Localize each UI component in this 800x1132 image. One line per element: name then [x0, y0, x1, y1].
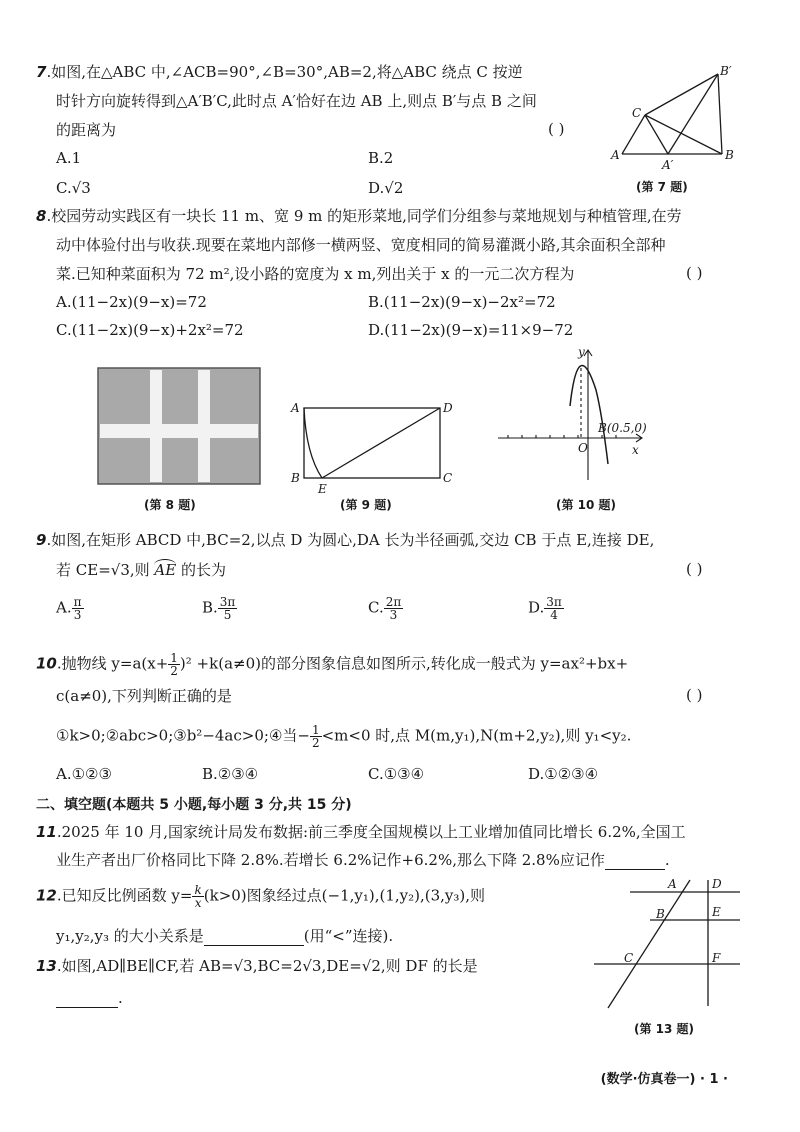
q13-line1: 13.如图,AD∥BE∥CF,若 AB=√3,BC=2√3,DE=√2,则 DF 的长是 — [36, 957, 478, 975]
q10-label-x: x — [632, 443, 639, 457]
q11-number: 11 — [36, 823, 57, 841]
q7-label-B: B — [725, 148, 734, 162]
q10-option-d: D.①②③④ — [528, 765, 599, 783]
q10-label-O: O — [578, 441, 588, 455]
q7-label-A: A — [611, 148, 620, 162]
q10-answer-paren: ( ) — [686, 686, 703, 704]
q9-rectangle — [304, 408, 440, 478]
q9-label-A: A — [291, 401, 300, 415]
q9-arc-symbol: AE — [154, 561, 177, 579]
q8-number: 8 — [36, 207, 47, 225]
q10-label-y: y — [578, 345, 585, 359]
q8-line1: 8.校园劳动实践区有一块长 11 m、宽 9 m 的矩形菜地,同学们分组参与菜地规划与种植管理,在劳 — [36, 207, 682, 225]
q7-label-C: C — [632, 106, 642, 120]
q7-line1: 7.如图,在△ABC 中,∠ACB=90°,∠B=30°,AB=2,将△ABC 绕点 C 按逆 — [36, 63, 523, 81]
q11-line2: 业生产者出厂价格同比下降 2.8%.若增长 6.2%记作+6.2%,那么下降 2.8%应记作 . — [56, 851, 670, 869]
q13-label-A: A — [668, 877, 677, 891]
q7-option-b: B.2 — [368, 149, 394, 167]
q9-option-c: C. $\frac{2\pi}{3}$ — [368, 595, 402, 622]
q9-number: 9 — [36, 531, 47, 549]
q8-option-d: D.(11−2x)(9−x)=11×9−72 — [368, 321, 574, 339]
q9-option-a: A. $\frac{\pi}{3}$ — [56, 595, 82, 622]
q10-line2: c(a≠0),下列判断正确的是 — [56, 687, 232, 705]
q8-path-vertical-left — [150, 370, 162, 482]
q7-label-Bp: B′ — [720, 64, 732, 78]
q8-option-c: C.(11−2x)(9−x)+2x²=72 — [56, 321, 244, 339]
q8-path-vertical-right — [198, 370, 210, 482]
q11-answer-blank[interactable] — [605, 853, 665, 870]
q9-arc-AE — [304, 408, 322, 478]
q11-line1: 11.2025 年 10 月,国家统计局发布数据:前三季度全国规模以上工业增加值同比增长 6.2%,全国工 — [36, 823, 686, 841]
q7-figure — [608, 60, 748, 172]
q9-label-E: E — [318, 482, 327, 496]
q12-number: 12 — [36, 886, 57, 905]
q9-figure — [286, 392, 458, 496]
q10-figure — [494, 342, 654, 490]
q7-option-c: C.√3 — [56, 179, 91, 197]
q9-line1: 9.如图,在矩形 ABCD 中,BC=2,以点 D 为圆心,DA 长为半径画弧,交边 CB 于点 E,连接 DE, — [36, 531, 655, 549]
q13-figure — [592, 876, 750, 1012]
q7-answer-paren: ( ) — [548, 120, 565, 138]
q13-number: 13 — [36, 957, 57, 975]
q13-caption: (第 13 题) — [634, 1022, 695, 1036]
q9-label-C: C — [443, 471, 453, 485]
q10-caption: (第 10 题) — [556, 498, 617, 512]
q7-caption: (第 7 题) — [636, 180, 688, 194]
q8-option-b: B.(11−2x)(9−x)−2x²=72 — [368, 293, 556, 311]
q13-label-C: C — [624, 951, 634, 965]
q9-option-b: B. $\frac{3\pi}{5}$ — [202, 595, 236, 622]
q10-option-a: A.①②③ — [56, 765, 112, 783]
q10-label-B: B(0.5,0) — [598, 421, 647, 435]
q7-line3: 的距离为 — [56, 121, 117, 139]
q13-label-B: B — [656, 907, 665, 921]
q10-parabola — [570, 366, 608, 465]
q7-option-a: A.1 — [56, 149, 82, 167]
q9-option-d: D. $\frac{3\pi}{4}$ — [528, 595, 562, 622]
q9-answer-paren: ( ) — [686, 560, 703, 578]
q7-seg-BBp — [718, 74, 722, 154]
q10-line1: 10.抛物线 y=a(x+ $\frac{1}{2}$ )² +k(a≠0)的部分图象信息如图所示,转化成一般式为 y=ax²+bx+ — [36, 651, 629, 678]
q7-label-Ap: A′ — [662, 158, 674, 172]
q13-label-E: E — [712, 905, 721, 919]
q9-line2: 若 CE=√3,则 AE 的长为 — [56, 561, 226, 579]
q10-option-b: B.②③④ — [202, 765, 259, 783]
q10-option-c: C.①③④ — [368, 765, 425, 783]
q9-caption: (第 9 题) — [340, 498, 392, 512]
q7-seg-ApBp — [668, 74, 718, 154]
q13-label-F: F — [712, 951, 721, 965]
q7-number: 7 — [36, 63, 47, 81]
q7-seg-CBp — [645, 74, 718, 115]
section-heading-fill-in: 二、填空题(本题共 5 小题,每小题 3 分,共 15 分) — [36, 797, 352, 813]
q8-option-a: A.(11−2x)(9−x)=72 — [56, 293, 207, 311]
q10-number: 10 — [36, 654, 57, 673]
q13-answer-blank[interactable] — [56, 991, 118, 1008]
q8-caption: (第 8 题) — [144, 498, 196, 512]
q7-option-d: D.√2 — [368, 179, 404, 197]
q8-figure — [96, 366, 262, 486]
q7-seg-AC — [622, 115, 645, 154]
q8-path-horizontal — [100, 424, 258, 438]
q12-line2: y₁,y₂,y₃ 的大小关系是 (用“<”连接). — [56, 927, 394, 945]
q12-line1: 12.已知反比例函数 y= $\frac{k}{x}$ (k>0)图象经过点(−1,y₁),(1,y₂),(3,y₃),则 — [36, 883, 486, 910]
q8-line3: 菜.已知种菜面积为 72 m²,设小路的宽度为 x m,列出关于 x 的一元二次方程为 — [56, 265, 575, 283]
q9-label-B: B — [291, 471, 300, 485]
q9-seg-DE — [322, 408, 440, 478]
q12-answer-blank[interactable] — [204, 929, 304, 946]
page-footer: (数学·仿真卷一) · 1 · — [600, 1072, 728, 1087]
q10-line3: ①k>0;②abc>0;③b²−4ac>0;④当− $\frac{1}{2}$ <m<0 时,点 M(m,y₁),N(m+2,y₂),则 y₁<y₂. — [56, 723, 632, 750]
q8-line2: 动中体验付出与收获.现要在菜地内部修一横两竖、宽度相同的简易灌溉小路,其余面积全部种 — [56, 236, 666, 254]
q13-label-D: D — [712, 877, 722, 891]
q13-line2: . — [56, 988, 123, 1008]
q8-answer-paren: ( ) — [686, 264, 703, 282]
q9-label-D: D — [443, 401, 453, 415]
q7-line2: 时针方向旋转得到△A′B′C,此时点 A′恰好在边 AB 上,则点 B′与点 B 之间 — [56, 92, 537, 110]
q13-transversal-ACF — [608, 880, 690, 1008]
